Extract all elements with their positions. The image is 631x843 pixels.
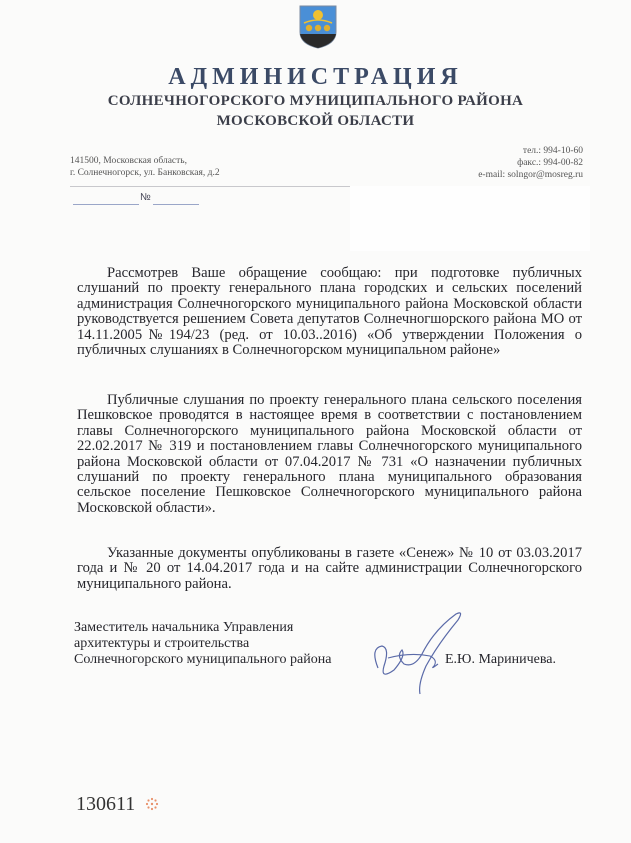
redacted-area [350, 186, 590, 251]
position-line2: архитектуры и строительства [74, 635, 250, 651]
postal-address [70, 155, 220, 179]
paragraph-text: Публичные слушания по проекту генерального плана сельского поселения Пешковское проводятся в настоящее время в соответствии с постановлением главы Солнечногорского муниципального района Московской области от 22.02.2017 № 319 и постановлением главы Солнечногорского муниципального района Московской области от 07.04.2017 № 731 «О назначении публичных слушаний по проекту генерального плана муниципального образования сельское поселение Пешковское Солнечногорского муниципального района Московской области». [77, 392, 582, 516]
reference-number-blank [153, 204, 199, 205]
email: e-mail: solngor@mosreg.ru [478, 170, 583, 180]
signer-name: Е.Ю. Мариничева. [445, 652, 556, 667]
position-line1: Заместитель начальника Управления [74, 620, 294, 635]
body-paragraph-2 [77, 393, 582, 516]
body-paragraph-3 [77, 546, 582, 592]
contact-info [478, 145, 583, 181]
document-number: 130611 [76, 793, 136, 815]
stamp-mark-icon [145, 797, 159, 811]
address-line2: г. Солнечногорск, ул. Банковская, д.2 [70, 168, 220, 178]
coat-of-arms-icon [298, 4, 338, 50]
paragraph-text: Рассмотрев Ваше обращение сообщаю: при подготовке публичных слушаний по проекту генерального плана городских и сельских поселений администрация Солнечногорского муниципального района Московской области руководствуется решением Совета депутатов Солнечногшорского района МО от 14.11.2005№194/23 (ред. от 10.03..2016) «Об утверждении Положения о публичных слушаниях в Солнечногорском муниципальном районе» [77, 265, 582, 359]
phone: тел.: 994-10-60 [522, 146, 583, 156]
body-paragraph-1 [77, 266, 582, 358]
organization-subtitle-line1: СОЛНЕЧНОГОРСКОГО МУНИЦИПАЛЬНОГО РАЙОНА [107, 93, 524, 109]
paragraph-text: Указанные документы опубликованы в газете «Сенеж» № 10 от 03.03.2017 года и № 20 от 14.04.2017 года и на сайте администрации Солнечногорского муниципального района. [77, 545, 582, 592]
position-line3: Солнечногорского муниципального района [74, 651, 332, 667]
reference-date-blank [73, 204, 139, 205]
reference-number-sign: № [140, 192, 151, 203]
organization-title: АДМИНИСТРАЦИЯ [168, 64, 463, 90]
organization-subtitle-line2: МОСКОВСКОЙ ОБЛАСТИ [216, 113, 415, 129]
fax: факс.: 994-00-82 [517, 158, 583, 168]
address-line1: 141500, Московская область, [70, 156, 188, 166]
signer-position [74, 620, 331, 667]
